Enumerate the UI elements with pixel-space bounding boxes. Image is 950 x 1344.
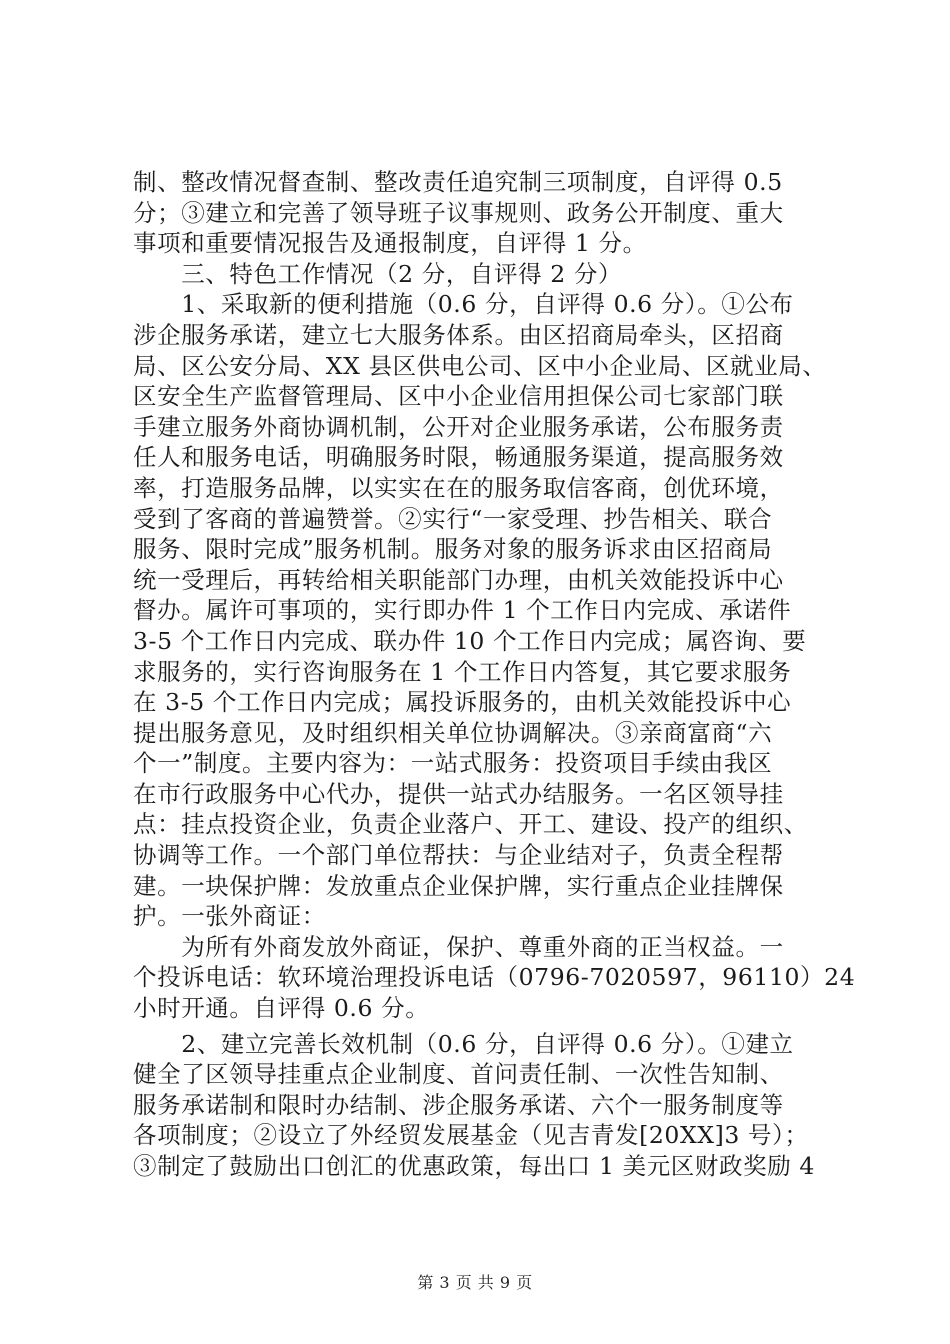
text-line: 2、建立完善长效机制（0.6 分，自评得 0.6 分）。①建立: [133, 1029, 794, 1058]
text-line: 护。一张外商证：: [133, 902, 326, 931]
text-line: 个一”制度。主要内容为：一站式服务：投资项目手续由我区: [133, 749, 773, 778]
text-line: 受到了客商的普遍赞誉。②实行“一家受理、抄告相关、联合: [133, 504, 773, 533]
text-line: 局、区公安分局、XX 县区供电公司、区中小企业局、区就业局、: [133, 351, 827, 380]
text-line: 事项和重要情况报告及通报制度，自评得 1 分。: [133, 229, 647, 258]
text-line: 手建立服务外商协调机制，公开对企业服务承诺，公布服务责: [133, 412, 784, 441]
text-line: 建。一块保护牌：发放重点企业保护牌，实行重点企业挂牌保: [133, 871, 784, 900]
text-line: 小时开通。自评得 0.6 分。: [133, 994, 430, 1023]
text-line: 个投诉电话：软环境治理投诉电话（0796-7020597，96110）24: [133, 963, 856, 992]
text-line: 3-5 个工作日内完成、联办件 10 个工作日内完成；属咨询、要: [133, 626, 807, 655]
text-line: 区安全生产监督管理局、区中小企业信用担保公司七家部门联: [133, 382, 784, 411]
text-line: 涉企服务承诺，建立七大服务体系。由区招商局牵头，区招商: [133, 320, 784, 349]
section-heading: 三、特色工作情况（2 分，自评得 2 分）: [133, 259, 623, 288]
text-line: 各项制度；②设立了外经贸发展基金（见吉青发[20XX]3 号）；: [133, 1121, 809, 1150]
text-line: 求服务的，实行咨询服务在 1 个工作日内答复，其它要求服务: [133, 657, 792, 686]
text-line: 1、采取新的便利措施（0.6 分，自评得 0.6 分）。①公布: [133, 290, 794, 319]
text-line: 分；③建立和完善了领导班子议事规则、政务公开制度、重大: [133, 198, 784, 227]
text-line: 率，打造服务品牌，以实实在在的服务取信客商，创优环境，: [133, 473, 784, 502]
document-body: [133, 167, 856, 1182]
page-number-footer: 第 3 页 共 9 页: [417, 1273, 533, 1292]
text-line: 统一受理后，再转给相关职能部门办理，由机关效能投诉中心: [133, 565, 784, 594]
text-line: 协调等工作。一个部门单位帮扶：与企业结对子，负责全程帮: [133, 841, 784, 870]
text-line: 健全了区领导挂重点企业制度、首问责任制、一次性告知制、: [133, 1060, 784, 1089]
text-line: 在市行政服务中心代办，提供一站式办结服务。一名区领导挂: [133, 779, 784, 808]
text-line: 提出服务意见，及时组织相关单位协调解决。③亲商富商“六: [133, 718, 773, 747]
text-line: 服务承诺制和限时办结制、涉企服务承诺、六个一服务制度等: [133, 1090, 784, 1119]
text-line: 制、整改情况督查制、整改责任追究制三项制度，自评得 0.5: [133, 168, 783, 196]
text-line: 服务、限时完成”服务机制。服务对象的服务诉求由区招商局: [133, 535, 773, 564]
text-line: 任人和服务电话，明确服务时限，畅通服务渠道，提高服务效: [133, 443, 784, 472]
text-line: 为所有外商发放外商证，保护、尊重外商的正当权益。一: [133, 932, 784, 961]
text-line: 在 3-5 个工作日内完成；属投诉服务的，由机关效能投诉中心: [133, 688, 792, 717]
text-line: ③制定了鼓励出口创汇的优惠政策，每出口 1 美元区财政奖励 4: [133, 1152, 815, 1180]
text-line: 点：挂点投资企业，负责企业落户、开工、建设、投产的组织、: [133, 810, 808, 839]
text-line: 督办。属许可事项的，实行即办件 1 个工作日内完成、承诺件: [133, 596, 792, 625]
